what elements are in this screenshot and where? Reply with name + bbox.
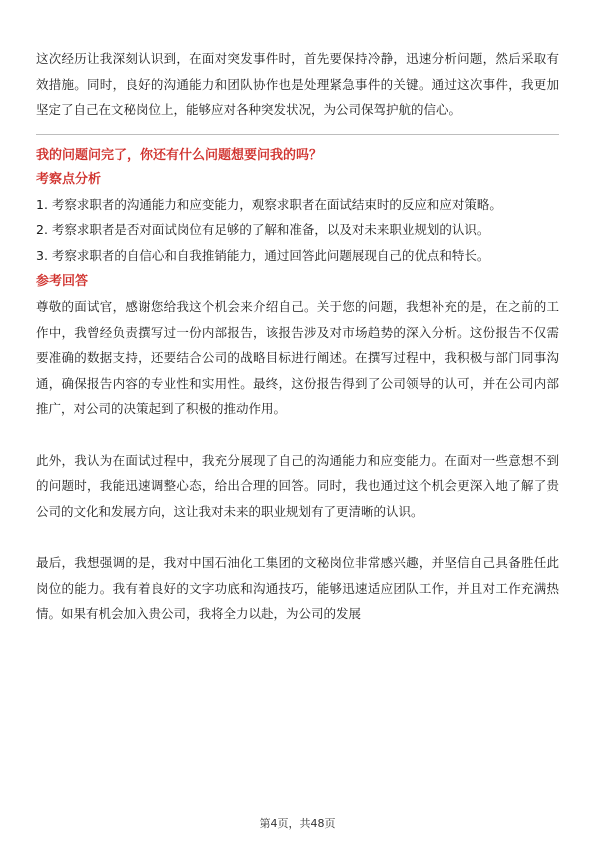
answer-title: 参考回答	[36, 274, 89, 289]
analysis-item-3: 3. 考察求职者的自信心和自我推销能力，通过回答此问题展现自己的优点和特长。	[36, 247, 490, 263]
analysis-item-2: 2. 考察求职者是否对面试岗位有足够的了解和准备，以及对未来职业规划的认识。	[36, 222, 490, 237]
answer-paragraph-2: 此外，我认为在面试过程中，我充分展现了自己的沟通能力和应变能力。在面对一些意想不到的问题时，我能迅速调整心态，给出合理的回答。同时，我也通过这个机会更深入地了解了贵公司的文化和发展方向，这让我对未来的职业规划有了更清晰的认识。	[36, 452, 559, 519]
analysis-title: 考察点分析	[36, 171, 102, 187]
intro-paragraph: 这次经历让我深刻认识到，在面对突发事件时，首先要保持冷静，迅速分析问题，然后采取有效措施。同时，良好的沟通能力和团队协作也是处理紧急事件的关键。通过这次事件，我更加坚定了自己在文秘岗位上，能够应对各种突发状况，为公司保驾护航的信心。	[36, 51, 559, 117]
section-divider	[36, 134, 559, 135]
answer-paragraph-1: 尊敬的面试官，感谢您给我这个机会来介绍自己。关于您的问题，我想补充的是，在之前的工作中，我曾经负责撰写过一份内部报告，该报告涉及对市场趋势的深入分析。这份报告不仅需要准确的数据支持，还要结合公司的战略目标进行阐述。在撰写过程中，我积极与部门同事沟通，确保报告内容的专业性和实用性。最终，这份报告得到了公司领导的认可，并在公司内部推广，对公司的决策起到了积极的推动作用。	[36, 299, 559, 416]
document-body	[36, 46, 559, 627]
paragraph-gap	[36, 524, 559, 550]
question-heading: 我的问题问完了，你还有什么问题想要问我的吗？	[36, 147, 323, 163]
answer-paragraph-3: 最后，我想强调的是，我对中国石油化工集团的文秘岗位非常感兴趣，并坚信自己具备胜任此岗位的能力。我有着良好的文字功底和沟通技巧，能够迅速适应团队工作，并且对工作充满热情。如果有机会加入贵公司，我将全力以赴，为公司的发展	[36, 555, 559, 621]
paragraph-gap	[36, 422, 559, 448]
analysis-item-1: 1. 考察求职者的沟通能力和应变能力，观察求职者在面试结束时的反应和应对策略。	[36, 196, 502, 212]
page-number: 第4页，共48页	[259, 817, 336, 830]
